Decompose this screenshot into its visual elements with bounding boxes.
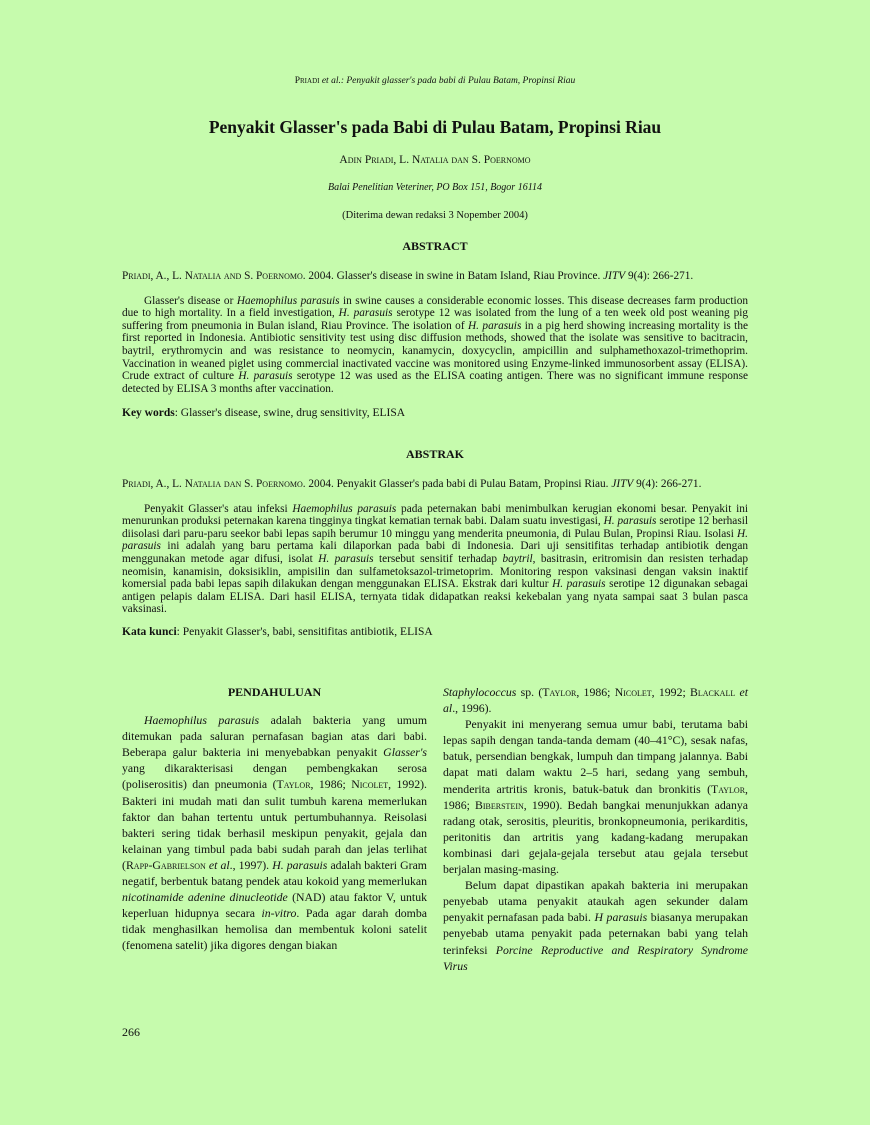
text-run: biasanya merupakan penyebab utama penyakit pada peternakan babi yang telah terinfeksi [443, 910, 748, 957]
text-run: , 1986; [310, 777, 352, 792]
abstract-heading: ABSTRACT [402, 239, 468, 253]
running-head-author: Priadi [294, 76, 320, 86]
italic-run: et al [443, 685, 748, 716]
italic-run: H. parasuis [318, 552, 374, 565]
text-run: , 1992; [651, 685, 691, 699]
text-run: Belum dapat dipastikan apakah bakteria ini merupakan penyebab utama penyakit ataukah agen sekunder dalam penyakit pernafasan pada babi. [443, 878, 748, 925]
text-run: tersebut sensitif terhadap [373, 552, 503, 565]
text-run: , basitrasin, eritromisin dan resisten terhadap neomisin, kanamisin, doksisiklin, ampisilin dan sulfametoksazol-trimetoprim. Monitoring respon vaksinasi dengan vaksin inaktif komersial pada babi lepas sapih dilakukan dengan menggunakan ELISA. Ekstrak dari kultur [122, 552, 748, 591]
section-heading-pendahuluan: PENDAHULUAN [227, 685, 322, 699]
citation-volume: 9(4): 266-271. [625, 270, 694, 282]
abstrak-body [122, 503, 748, 616]
text-run: adalah bakteri Gram negatif, berbentuk batang pendek atau kokoid yang memerlukan [122, 857, 427, 889]
text-run: in swine causes a considerable economic losses. This disease decreases farm production due to high mortality. In a field investigation, [122, 294, 748, 320]
text-run: adalah bakteria yang umum ditemukan pada saluran pernafasan bagian atas dari babi. Beberapa galur bakteria ini menyebabkan penyakit [122, 713, 427, 760]
small-caps-run: Blackall [690, 685, 736, 699]
text-run: ini adalah yang baru pertama kali dilaporkan pada babi di Indonesia. Dari uji sensitifitas terhadap antibiotik dengan menggunakan metode agar difusi, isolat [122, 540, 748, 565]
text-run: Glasser's disease or [144, 294, 237, 307]
citation-text: . 2004. Penyakit Glasser's pada babi di Pulau Batam, Propinsi Riau. [302, 478, 612, 490]
text-run: ., 1996). [452, 701, 492, 716]
small-caps-run: Nicolet [351, 777, 389, 792]
text-run: (NAD) atau faktor V, untuk keperluan hidupnya secara [122, 890, 427, 921]
italic-run: Haemophilus parasuis [236, 294, 340, 307]
citation-authors: Priadi, A., L. Natalia and S. Poernomo [122, 270, 303, 282]
text-run: Penyakit Glasser's atau infeksi [144, 502, 293, 515]
text-run: ., 1997). [229, 857, 273, 872]
italic-run: nicotinamide adenine dinucleotide [122, 890, 288, 905]
running-head-text: et al.: Penyakit glasser's pada babi di Pulau Batam, Propinsi Riau [319, 76, 576, 86]
body-paragraph [122, 712, 427, 953]
keywords-text: : Penyakit Glasser's, babi, sensitifitas antibiotik, ELISA [176, 625, 433, 638]
right-column [443, 684, 748, 974]
abstrak-keywords [122, 626, 748, 639]
italic-run: Haemophilus parasuis [144, 713, 260, 728]
small-caps-run: Nicolet [614, 685, 652, 699]
abstract-body [122, 295, 748, 396]
text-run: , 1990). Bedah bangkai menunjukkan adanya radang otak, serositis, pleuritis, bronkopneumonia, perikarditis, peritonitis dan artritis yang kadang-kadang merupakan kombinasi dari gejala-gejala tersebut atau gejala tersebut berjalan masing-masing. [443, 797, 748, 877]
text-run: serotype 12 was used as the ELISA coating antigen. There was no significant immune response detected by ELISA 3 months after vaccination. [122, 370, 748, 395]
italic-run: Porcine Reproductive and Respiratory Syndrome Virus [443, 942, 749, 973]
text-run: serotype 12 was isolated from the lung of a ten week old post weaning pig suffering from pneumonia in Bulan island, Riau Province. The isolation of [122, 307, 749, 332]
author-list: Adin Priadi, L. Natalia dan S. Poernomo [339, 154, 531, 166]
italic-run: H. parasuis [272, 857, 328, 872]
abstract-citation [122, 270, 748, 283]
italic-run: H. parasuis [603, 515, 657, 528]
citation-volume: 9(4): 266-271. [633, 478, 702, 490]
italic-run: H. parasuis [552, 578, 606, 591]
italic-run: H. parasuis [468, 319, 522, 332]
small-caps-run: Rapp-Gabrielson [125, 857, 206, 872]
affiliation: Balai Penelitian Veteriner, PO Box 151, Bogor 16114 [328, 182, 542, 193]
text-run: , 1986; [576, 685, 615, 699]
italic-run: Haemophilus parasuis [292, 502, 397, 515]
abstract-section [122, 270, 748, 420]
italic-run: Glasser's [383, 745, 427, 760]
page-number: 266 [122, 1025, 140, 1039]
keywords-label: Kata kunci [122, 625, 177, 638]
text-run: yang dikarakterisasi dengan pembengkakan serosa (poliserositis) dan pneumonia ( [122, 761, 427, 792]
text-run: sp. ( [516, 685, 543, 699]
left-column [122, 684, 427, 954]
italic-run: H parasuis [594, 910, 648, 925]
keywords-label: Key words [122, 407, 175, 420]
text-run: . Pada agar darah domba tidak menghasilkan hemolisa dan membentuk koloni satelit (fenomena satelit) jika digores dengan biakan [122, 906, 427, 953]
small-caps-run: Taylor [542, 685, 577, 699]
small-caps-run: Taylor [711, 781, 746, 796]
abstrak-section [122, 478, 748, 639]
body-paragraph [443, 684, 748, 716]
abstract-keywords [122, 407, 748, 420]
italic-run: Staphylococcus [443, 685, 517, 699]
citation-text: . 2004. Glasser's disease in swine in Batam Island, Riau Province. [302, 270, 604, 282]
italic-run: H. parasuis [122, 527, 748, 553]
italic-run: H. parasuis [238, 370, 293, 383]
citation-authors: Priadi, A., L. Natalia dan S. Poernomo [122, 478, 303, 490]
italic-run: H. parasuis [338, 307, 393, 320]
running-head [0, 76, 870, 86]
citation-journal: JITV [603, 270, 626, 282]
body-paragraph [443, 716, 748, 877]
text-run: , 1986; [443, 781, 748, 812]
received-date: (Diterima dewan redaksi 3 Nopember 2004) [342, 210, 528, 221]
text-run: in a pig herd showing increasing mortality is the first reported in Indonesia. Antibiotic sensitivity test using disc diffusion methods, showed that the isolate was sensitive to bacitracin, baytril, erythromycin and was resistance to neomycin, kanamycin, doxycyclin, ampicillin and sulphamethoxazol-trimethoprim. Vaccination in weaned piglet using commercial inactivated vaccine was monitored using Enzyme-linked immunosorbent assay (ELISA). Crude extract of culture [122, 319, 748, 383]
italic-run: baytril [502, 552, 533, 565]
body-paragraph [443, 877, 748, 974]
keywords-text: : Glasser's disease, swine, drug sensitivity, ELISA [174, 407, 406, 420]
small-caps-run: Biberstein [475, 797, 524, 812]
italic-run: in-vitro [261, 906, 297, 921]
small-caps-run: Taylor [276, 777, 311, 792]
abstrak-citation [122, 478, 748, 491]
text-run: , 1992). Bakteri ini mudah mati dan sulit tumbuh karena memerlukan faktor dan bahan tertentu untuk pertumbuhannya. Reisolasi bakteri sering tidak berhasil meskipun penyakit, gejala dan kelainan yang timbul pada babi sudah parah dan jelas terlihat ( [122, 777, 427, 872]
italic-run: et al [205, 857, 230, 872]
citation-journal: JITV [611, 478, 634, 490]
paper-title: Penyakit Glasser's pada Babi di Pulau Batam, Propinsi Riau [208, 117, 662, 137]
text-run: Penyakit ini menyerang semua umur babi, terutama babi lepas sapih dengan tanda-tanda demam (40–41°C), sesak nafas, batuk, persendian bengkak, lumpuh dan timpang jalannya. Babi dapat mati dalam waktu 2–5 hari, sedang yang sembuh, menderita artritis kronis, batuk-batuk dan bronkitis ( [443, 717, 748, 796]
text-run: pada peternakan babi menimbulkan kerugian ekonomi besar. Penyakit ini menurunkan produksi peternakan karena tingginya tingkat kematian ternak babi. Dalam suatu investigasi, [122, 502, 748, 528]
text-run: serotipe 12 berhasil diisolasi dari paru-paru seekor babi lepas sapih berumur 10 minggu yang menderita pneumonia, di Pulau Bulan, Propinsi Riau. Isolasi [122, 515, 748, 540]
text-run: serotipe 12 digunakan sebagai antigen pelapis dalam ELISA. Dari hasil ELISA, ternyata tidak didapatkan reaksi kekebalan yang nyata sampai saat 3 bulan pasca vaksinasi. [122, 578, 748, 616]
abstrak-heading: ABSTRAK [405, 447, 464, 461]
